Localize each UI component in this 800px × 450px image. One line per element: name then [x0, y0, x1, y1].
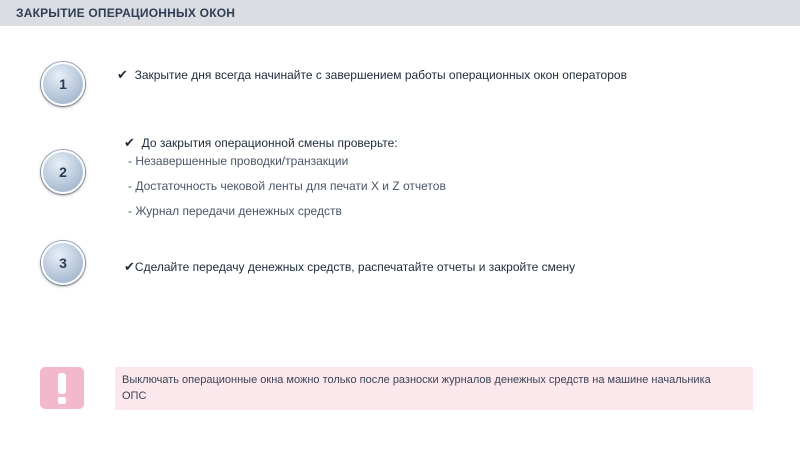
checklist-item: - Достаточность чековой ленты для печати X и Z отчетов: [128, 179, 446, 193]
step-3-label: Сделайте передачу денежных средств, распечатайте отчеты и закройте смену: [134, 260, 576, 274]
step-1-text: [117, 67, 627, 83]
step-2-label: До закрытия операционной смены проверьте:: [141, 136, 398, 150]
checkmark-icon: ✔: [124, 135, 135, 150]
step-1-number: 1: [59, 76, 67, 92]
checklist-item: - Незавершенные проводки/транзакции: [128, 154, 349, 168]
exclamation-dot: [58, 397, 66, 404]
checkmark-icon: ✔: [124, 259, 135, 274]
checklist-item: - Журнал передачи денежных средств: [128, 204, 342, 218]
step-3-text: [124, 259, 575, 275]
exclamation-bar: [58, 373, 66, 394]
page-title: ЗАКРЫТИЕ ОПЕРАЦИОННЫХ ОКОН: [16, 6, 236, 20]
header-bar: [0, 0, 800, 26]
step-1-badge: [41, 62, 85, 106]
step-3-badge: [41, 241, 85, 285]
exclamation-icon: [40, 367, 84, 409]
checkmark-icon: ✔: [117, 67, 128, 82]
warning-note: [115, 367, 753, 410]
step-3-number: 3: [59, 255, 67, 271]
step-2-badge: [41, 150, 85, 194]
step-2-text: [124, 135, 398, 151]
step-1-label: Закрытие дня всегда начинайте с завершением работы операционных окон операторов: [134, 68, 627, 82]
step-2-number: 2: [59, 164, 67, 180]
warning-note-text: Выключать операционные окна можно только после разноски журналов денежных средств на машине начальника ОПС: [122, 374, 711, 402]
